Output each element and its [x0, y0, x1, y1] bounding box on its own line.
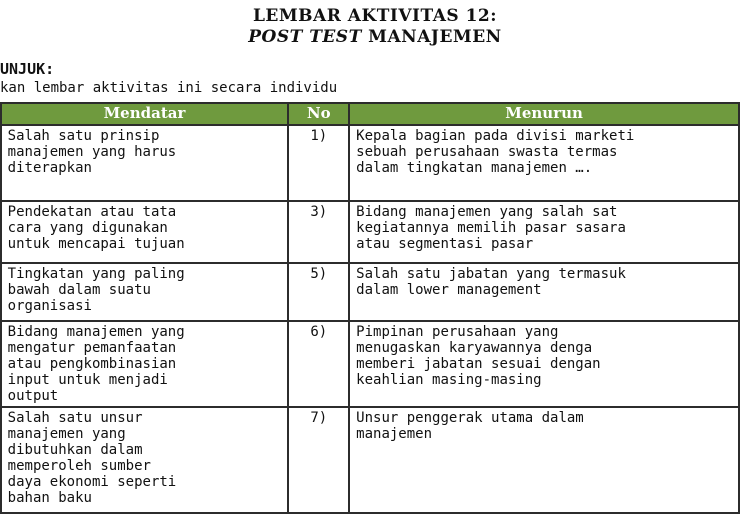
mendatar-cell: Pendekatan atau tata cara yang digunakan untuk mencapai tujuan [1, 201, 289, 263]
number-cell: 1) [288, 125, 349, 201]
table-row [0, 263, 739, 321]
mendatar-cell: Salah satu unsur manajemen yang dibutuhkan dalam memperoleh sumber daya ekonomi seperti bahan baku [1, 407, 289, 513]
menurun-cell: Kepala bagian pada divisi marketi sebuah perusahaan swasta termas dalam tingkatan manajemen …. [349, 125, 739, 201]
menurun-cell: Unsur penggerak utama dalam manajemen [349, 407, 739, 513]
mendatar-cell: Salah satu prinsip manajemen yang harus diterapkan [1, 125, 289, 201]
mendatar-cell: Bidang manajemen yang mengatur pemanfaatan atau pengkombinasian input untuk menjadi output [1, 321, 289, 407]
header-menurun: Menurun [349, 103, 739, 125]
subtitle-rest: MANAJEMEN [361, 27, 502, 47]
header-no: No [288, 103, 349, 125]
mendatar-cell: Tingkatan yang paling bawah dalam suatu organisasi [1, 263, 289, 321]
table-header-row [0, 103, 739, 125]
crossword-clues-table [0, 102, 740, 514]
instructions-text: kan lembar aktivitas ini secara individu [0, 80, 338, 96]
menurun-cell: Bidang manajemen yang salah sat kegiatannya memilih pasar sasara atau segmentasi pasar [349, 201, 739, 263]
header-mendatar: Mendatar [1, 103, 289, 125]
table-row [0, 407, 739, 513]
worksheet-title: LEMBAR AKTIVITAS 12: [252, 6, 498, 26]
subtitle-italic-part: POST TEST [248, 27, 362, 47]
number-cell: 5) [288, 263, 349, 321]
number-cell: 6) [288, 321, 349, 407]
table-row [0, 125, 739, 201]
menurun-cell: Pimpinan perusahaan yang menugaskan karyawannya denga memberi jabatan sesuai dengan keahlian masing-masing [349, 321, 739, 407]
instructions-heading: UNJUK: [0, 60, 55, 78]
worksheet-subtitle [0, 27, 750, 47]
number-cell: 3) [288, 201, 349, 263]
table-row [0, 321, 739, 407]
number-cell: 7) [288, 407, 349, 513]
menurun-cell: Salah satu jabatan yang termasuk dalam lower management [349, 263, 739, 321]
table-row [0, 201, 739, 263]
